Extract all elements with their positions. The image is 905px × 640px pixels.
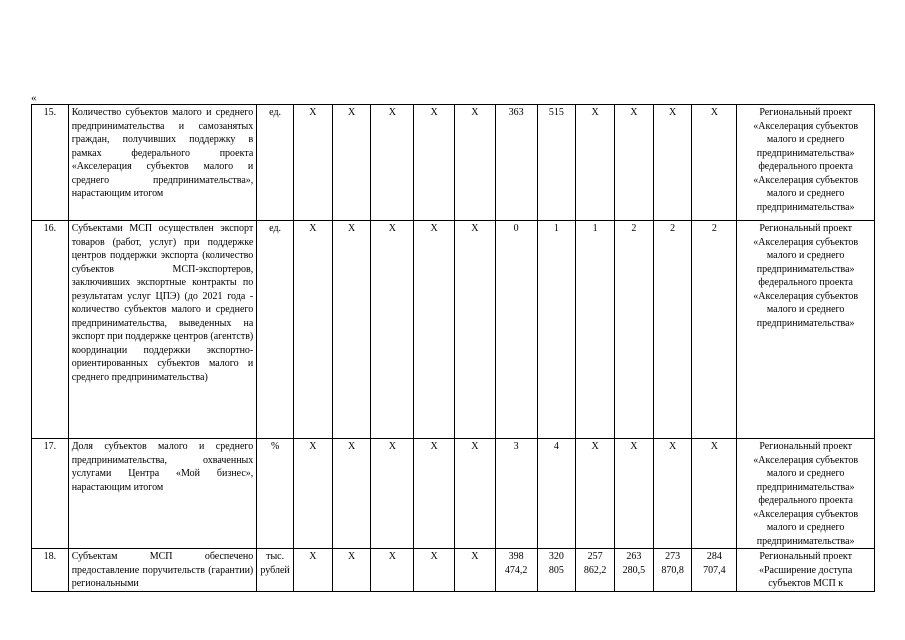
quote-mark: « xyxy=(31,92,37,104)
value-cell: Х xyxy=(414,439,455,549)
table-row xyxy=(32,439,875,549)
value-cell: Х xyxy=(692,439,737,549)
value-cell: 2 xyxy=(692,221,737,439)
value-cell: 4 xyxy=(537,439,576,549)
value-cell: 257 862,2 xyxy=(576,549,615,592)
value-cell: Х xyxy=(414,549,455,592)
table-row xyxy=(32,221,875,439)
row-number: 18. xyxy=(32,549,69,592)
value-cell: Х xyxy=(455,105,496,221)
value-cell: 320 805 xyxy=(537,549,576,592)
table-row xyxy=(32,105,875,221)
value-cell: Х xyxy=(293,221,332,439)
value-cell: Х xyxy=(371,221,414,439)
value-cell: 263 280,5 xyxy=(615,549,654,592)
row-number: 17. xyxy=(32,439,69,549)
indicator-description: Субъектам МСП обеспечено предоставление поручительств (гарантии) региональными xyxy=(68,549,257,592)
value-cell: 284 707,4 xyxy=(692,549,737,592)
value-cell: Х xyxy=(293,105,332,221)
row-number: 16. xyxy=(32,221,69,439)
value-cell: 1 xyxy=(537,221,576,439)
unit: ед. xyxy=(257,221,294,439)
value-cell: Х xyxy=(692,105,737,221)
value-cell: Х xyxy=(615,439,654,549)
source-project: Региональный проект «Акселерация субъектов малого и среднего предпринимательства» федерального проекта «Акселерация субъектов малого и среднего предпринимательства» xyxy=(737,439,875,549)
value-cell: Х xyxy=(576,439,615,549)
value-cell: Х xyxy=(455,549,496,592)
value-cell: Х xyxy=(371,105,414,221)
value-cell: Х xyxy=(371,549,414,592)
value-cell: 363 xyxy=(495,105,537,221)
row-number: 15. xyxy=(32,105,69,221)
table-row xyxy=(32,549,875,592)
unit: % xyxy=(257,439,294,549)
value-cell: Х xyxy=(455,439,496,549)
indicators-table xyxy=(31,104,875,592)
value-cell: Х xyxy=(293,439,332,549)
value-cell: Х xyxy=(332,221,371,439)
indicator-description: Доля субъектов малого и среднего предпринимательства, охваченных услугами Центра «Мой бизнес», нарастающим итогом xyxy=(68,439,257,549)
value-cell: Х xyxy=(414,221,455,439)
unit: ед. xyxy=(257,105,294,221)
value-cell: Х xyxy=(371,439,414,549)
unit: тыс. рублей xyxy=(257,549,294,592)
value-cell: Х xyxy=(615,105,654,221)
value-cell: 2 xyxy=(653,221,692,439)
source-project: Региональный проект «Акселерация субъектов малого и среднего предпринимательства» федерального проекта «Акселерация субъектов малого и среднего предпринимательства» xyxy=(737,221,875,439)
indicator-description: Количество субъектов малого и среднего предпринимательства и самозанятых граждан, получивших поддержку в рамках федерального проекта «Акселерация субъектов малого и среднего предпринимательства», нарастающим итогом xyxy=(68,105,257,221)
value-cell: Х xyxy=(653,439,692,549)
value-cell: Х xyxy=(332,105,371,221)
value-cell: Х xyxy=(414,105,455,221)
value-cell: Х xyxy=(653,105,692,221)
value-cell: 1 xyxy=(576,221,615,439)
value-cell: 2 xyxy=(615,221,654,439)
value-cell: Х xyxy=(576,105,615,221)
value-cell: 3 xyxy=(495,439,537,549)
value-cell: Х xyxy=(455,221,496,439)
value-cell: Х xyxy=(332,439,371,549)
value-cell: Х xyxy=(293,549,332,592)
source-project: Региональный проект «Расширение доступа субъектов МСП к xyxy=(737,549,875,592)
value-cell: 273 870,8 xyxy=(653,549,692,592)
source-project: Региональный проект «Акселерация субъектов малого и среднего предпринимательства» федерального проекта «Акселерация субъектов малого и среднего предпринимательства» xyxy=(737,105,875,221)
value-cell: Х xyxy=(332,549,371,592)
value-cell: 398 474,2 xyxy=(495,549,537,592)
value-cell: 0 xyxy=(495,221,537,439)
value-cell: 515 xyxy=(537,105,576,221)
indicator-description: Субъектами МСП осуществлен экспорт товаров (работ, услуг) при поддержке центров поддержки экспорта (количество субъектов МСП-экспортеров, заключивших экспортные контракты по результатам услуг ЦПЭ) (до 2021 года - количество субъектов малого и среднего предпринимательства, выведенных на экспорт при поддержке центров (агентств) координации поддержки экспортно-ориентированных субъектов малого и среднего предпринимательства) xyxy=(68,221,257,439)
